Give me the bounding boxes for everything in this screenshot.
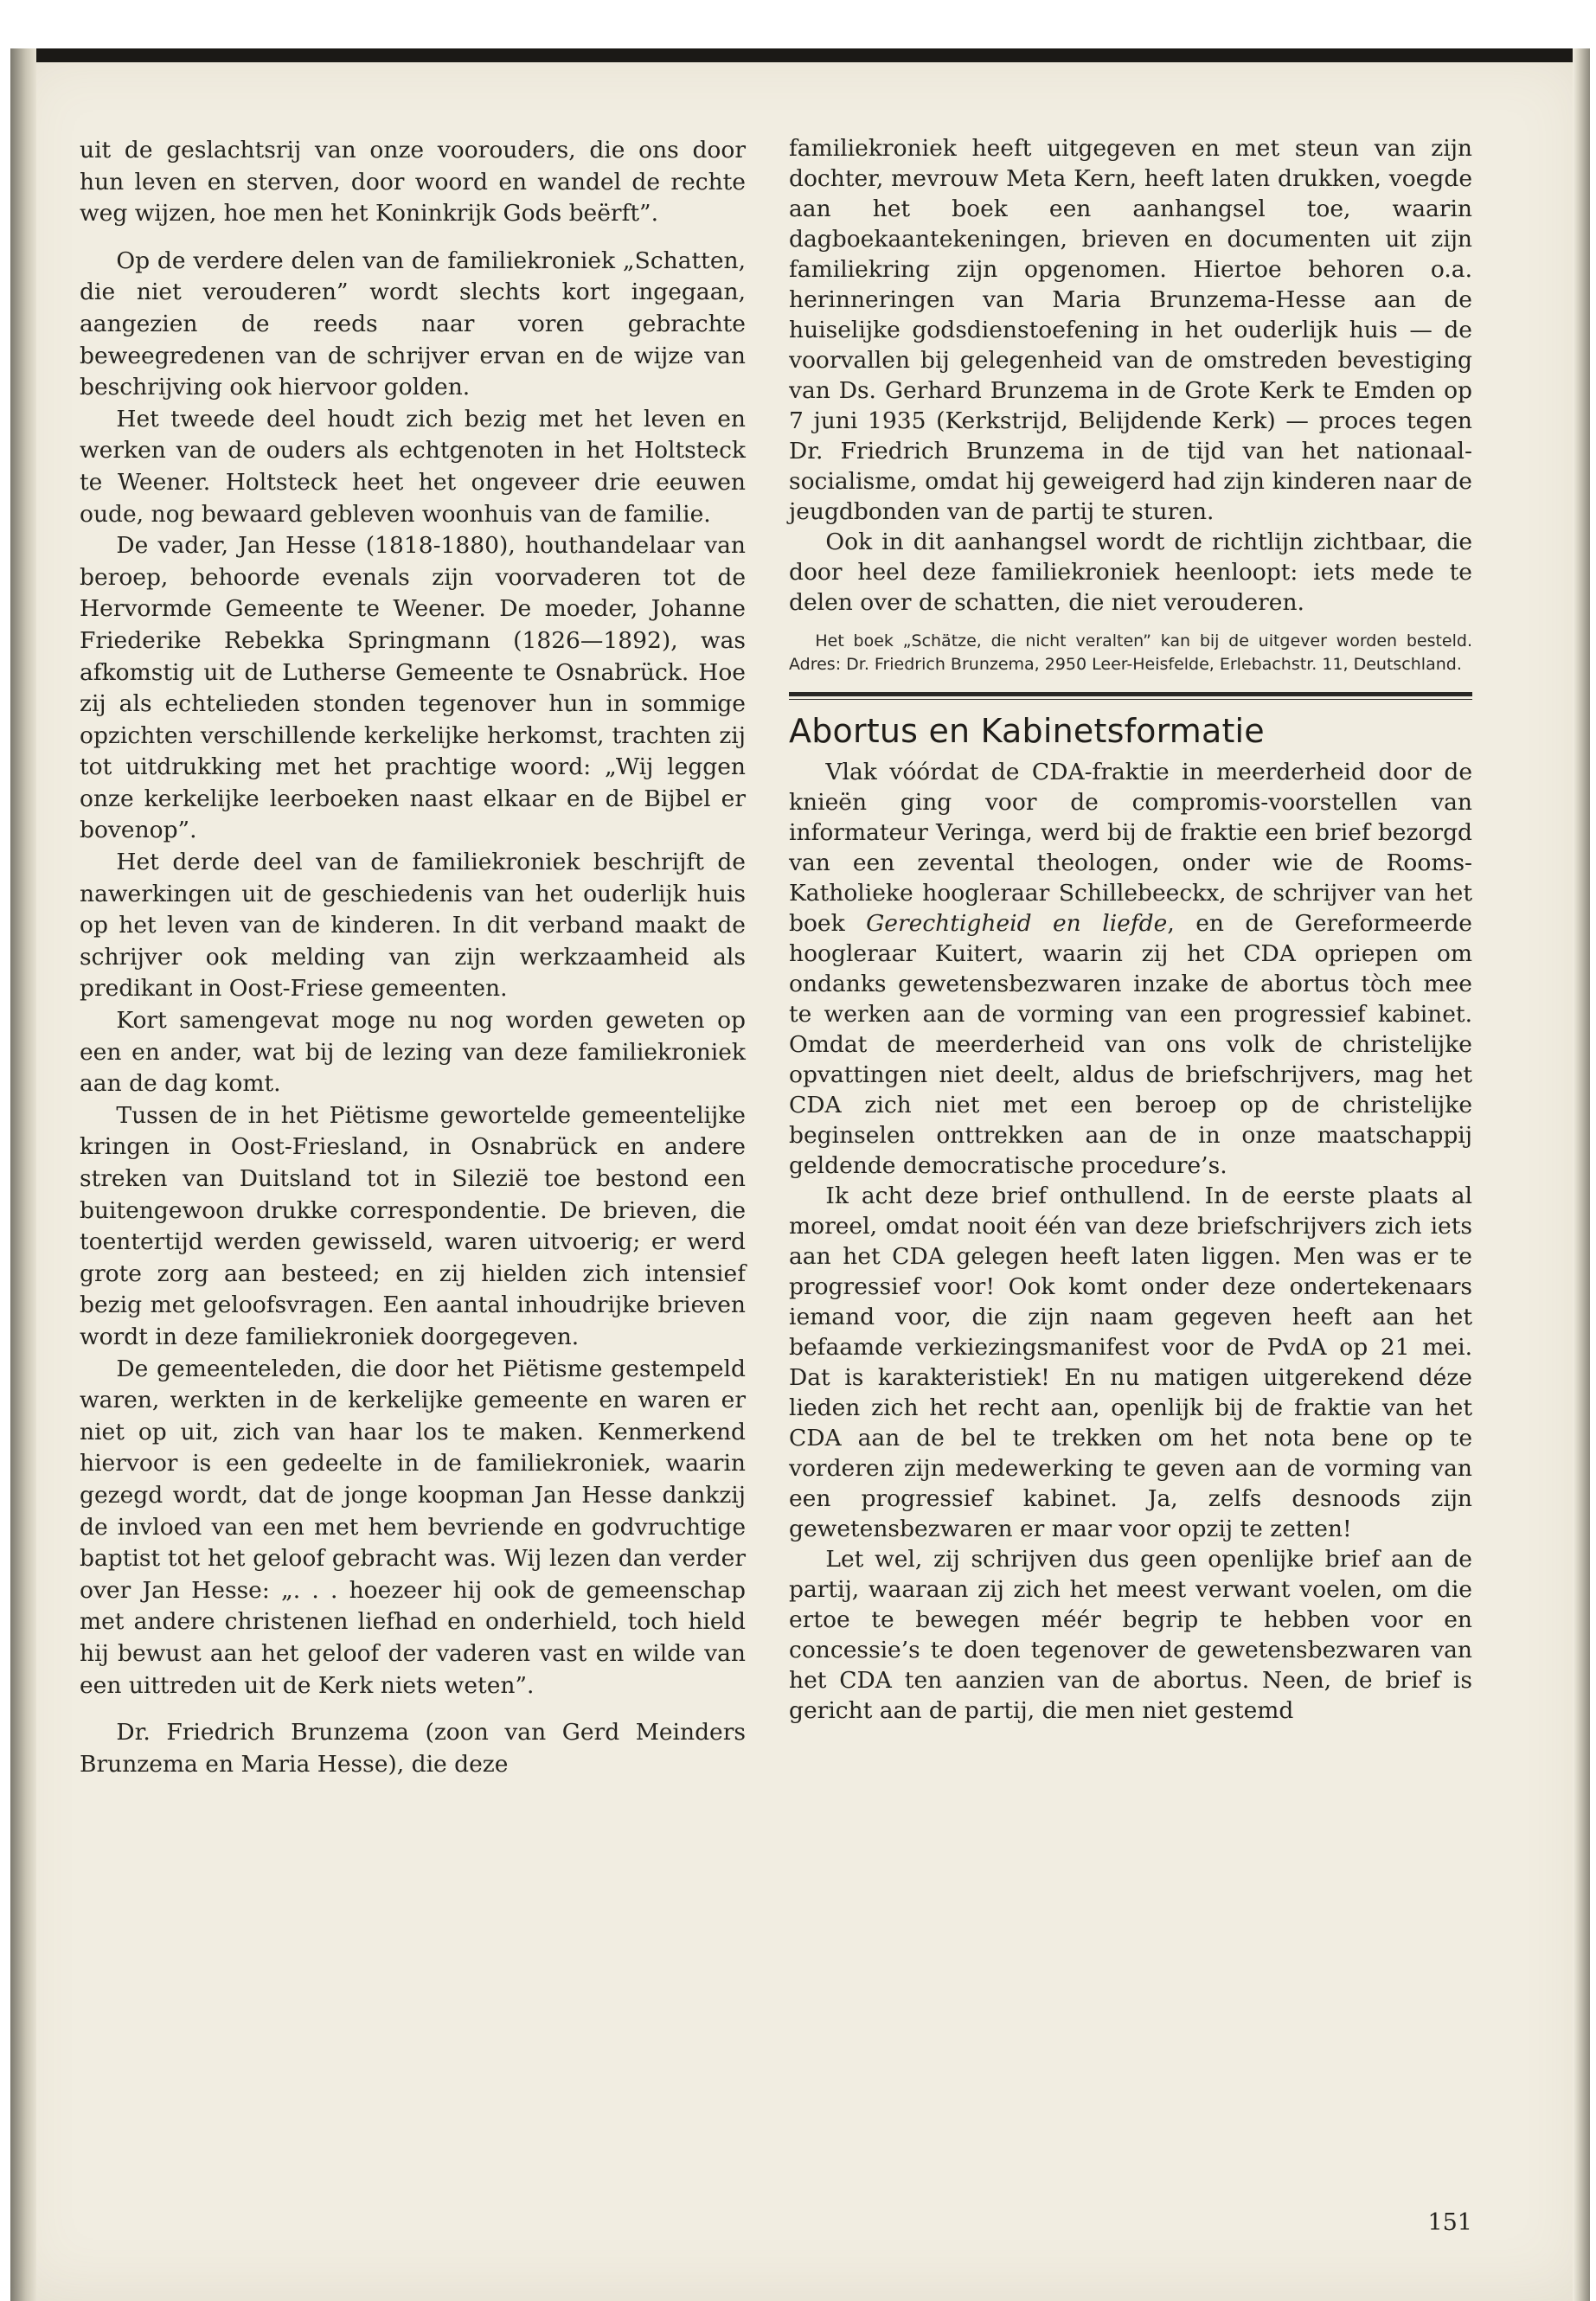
article-heading: Abortus en Kabinetsformatie <box>789 712 1265 750</box>
right-paragraph-3-part-1: Vlak vóórdat de CDA-fraktie in meerderheid door de knieën ging voor de compromis-voorstellen van informateur Veringa, werd bij de fraktie een brief bezorgd van een zevental theologen, onder wie de Rooms-Katholieke hoogleraar Schillebeeckx, de schrijver van het boek <box>789 759 1472 937</box>
left-paragraph-9: Dr. Friedrich Brunzema (zoon van Gerd Meinders Brunzema en Maria Hesse), die deze <box>80 1719 746 1778</box>
right-paragraph-5: Let wel, zij schrijven dus geen openlijke brief aan de partij, waaraan zij zich het meest verwant voelen, om die ertoe te bewegen méér begrip te hebben voor en concessie’s te doen tegenover de gewetensbezwaren van het CDA ten aanzien van de abortus. Neen, de brief is gericht aan de partij, die men niet gestemd <box>789 1546 1472 1724</box>
right-paragraph-4: Ik acht deze brief onthullend. In de eerste plaats al moreel, omdat nooit één van deze briefschrijvers zich iets aan het CDA gelegen heeft laten liggen. Men was er te progressief voor! Ook komt onder deze ondertekenaars iemand voor, die zijn naam gegeven heeft aan het befaamde verkiezingsmanifest voor de PvdA op 21 mei. Dat is karakteristiek! En nu matigen uitgerekend déze lieden zich het recht aan, openlijk bij de fraktie van het CDA aan de bel te trekken om het nota bene op te vorderen zijn medewerking te geven aan de vorming van een progressief kabinet. Ja, zelfs desnoods zijn gewetensbezwaren er maar voor opzij te zetten! <box>789 1183 1472 1542</box>
left-paragraph-5: Het derde deel van de familiekroniek beschrijft de nawerkingen uit de geschiedenis van het ouderlijk huis op het leven van de kinderen. In dit verband maakt de schrijver ook melding van zijn werkzaamheid als predikant in Oost-Friese gemeenten. <box>80 849 746 1003</box>
right-paragraph-3 <box>789 757 1472 1181</box>
page-right-edge <box>1573 48 1590 2301</box>
left-column <box>80 135 746 1780</box>
right-paragraph-1: familiekroniek heeft uitgegeven en met steun van zijn dochter, mevrouw Meta Kern, heeft laten drukken, voegde aan het boek een aanhangsel toe, waarin dagboekaantekeningen, brieven en documenten uit zijn familiekring zijn opgenomen. Hiertoe behoren o.a. herinneringen van Maria Brunzema-Hesse aan de huiselijke godsdienstoefening in het ouderlijk huis — de voorvallen bij gelegenheid van de omstreden bevestiging van Ds. Gerhard Brunzema in de Grote Kerk te Emden op 7 juni 1935 (Kerkstrijd, Belijdende Kerk) — proces tegen Dr. Friedrich Brunzema in de tijd van het nationaal-socialisme, omdat hij geweigerd had zijn kinderen naar de jeugdbonden van de partij te sturen. <box>789 135 1472 525</box>
right-paragraph-3-part-2: , en de Gereformeerde hoogleraar Kuitert, waarin zij het CDA opriepen om ondanks gewetensbezwaren inzake de abortus tòch mee te werken aan de vorming van een progressief kabinet. Omdat de meerderheid van ons volk de christelijke opvattingen niet deelt, aldus de briefschrijvers, mag het CDA zich niet met een beroep op de christelijke beginselen onttrekken aan de in onze maatschappij geldende democratische procedure’s. <box>789 910 1472 1179</box>
book-title-italic: Gerechtigheid en liefde <box>866 910 1168 937</box>
right-column <box>789 133 1472 1726</box>
left-paragraph-2: Op de verdere delen van de familiekroniek „Schatten, die niet verouderen” wordt slechts kort ingegaan, aangezien de reeds naar voren gebrachte beweegredenen van de schrijver ervan en de wijze van beschrijving ook hiervoor golden. <box>80 247 746 401</box>
left-paragraph-1: uit de geslachtsrij van onze voorouders, die ons door hun leven en sterven, door woord en wandel de rechte weg wijzen, hoe men het Koninkrijk Gods beërft”. <box>80 137 746 228</box>
book-order-note: Het boek „Schätze, die nicht veralten” kan bij de uitgever worden besteld. Adres: Dr. Friedrich Brunzema, 2950 Leer-Heisfelde, Erlebachstr. 11, Deutschland. <box>789 631 1472 674</box>
right-paragraph-2: Ook in dit aanhangsel wordt de richtlijn zichtbaar, die door heel deze familiekroniek heenloopt: iets mede te delen over de schatten, die niet verouderen. <box>789 529 1472 616</box>
page-top-border <box>10 48 1590 62</box>
section-divider-thin <box>789 699 1472 700</box>
left-paragraph-4: De vader, Jan Hesse (1818-1880), houthandelaar van beroep, behoorde evenals zijn voorvaderen tot de Hervormde Gemeente te Weener. De moeder, Johanne Friederike Rebekka Springmann (1826—1892), was afkomstig uit de Lutherse Gemeente te Osnabrück. Hoe zij als echtelieden stonden tegenover hun in sommige opzichten verschillende kerkelijke herkomst, trachten zij tot uitdrukking met het prachtige woord: „Wij leggen onze kerkelijke leerboeken naast elkaar en de Bijbel er bovenop”. <box>80 532 746 844</box>
left-paragraph-3: Het tweede deel houdt zich bezig met het leven en werken van de ouders als echtgenoten in het Holtsteck te Weener. Holtsteck heet het ongeveer drie eeuwen oude, nog bewaard gebleven woonhuis van de familie. <box>80 405 746 528</box>
page-number: 151 <box>1427 2209 1472 2236</box>
magazine-page <box>10 48 1590 2301</box>
left-paragraph-8: De gemeenteleden, die door het Piëtisme gestempeld waren, werkten in de kerkelijke gemeente en waren er niet op uit, zich van haar los te maken. Kenmerkend hiervoor is een gedeelte in de familiekroniek, waarin gezegd wordt, dat de jonge koopman Jan Hesse dankzij de invloed van een met hem bevriende en godvruchtige baptist tot het geloof gebracht was. Wij lezen dan verder over Jan Hesse: „. . . hoezeer hij ook de gemeenschap met andere christenen liefhad en onderhield, toch hield hij bewust aan het geloof der vaderen vast en wilde van een uittreden uit de Kerk niets weten”. <box>80 1355 746 1699</box>
left-paragraph-7: Tussen de in het Piëtisme gewortelde gemeentelijke kringen in Oost-Friesland, in Osnabrück en andere streken van Duitsland tot in Silezië toe bestond een buitengewoon drukke correspondentie. De brieven, die toentertijd werden gewisseld, waren uitvoerig; er werd grote zorg aan besteed; en zij hielden zich intensief bezig met geloofsvragen. Een aantal inhoudrijke brieven wordt in deze familiekroniek doorgegeven. <box>80 1101 746 1350</box>
binding-edge <box>10 48 36 2301</box>
section-divider-thick <box>789 692 1472 696</box>
left-paragraph-6: Kort samengevat moge nu nog worden geweten op een en ander, wat bij de lezing van deze familiekroniek aan de dag komt. <box>80 1007 746 1098</box>
